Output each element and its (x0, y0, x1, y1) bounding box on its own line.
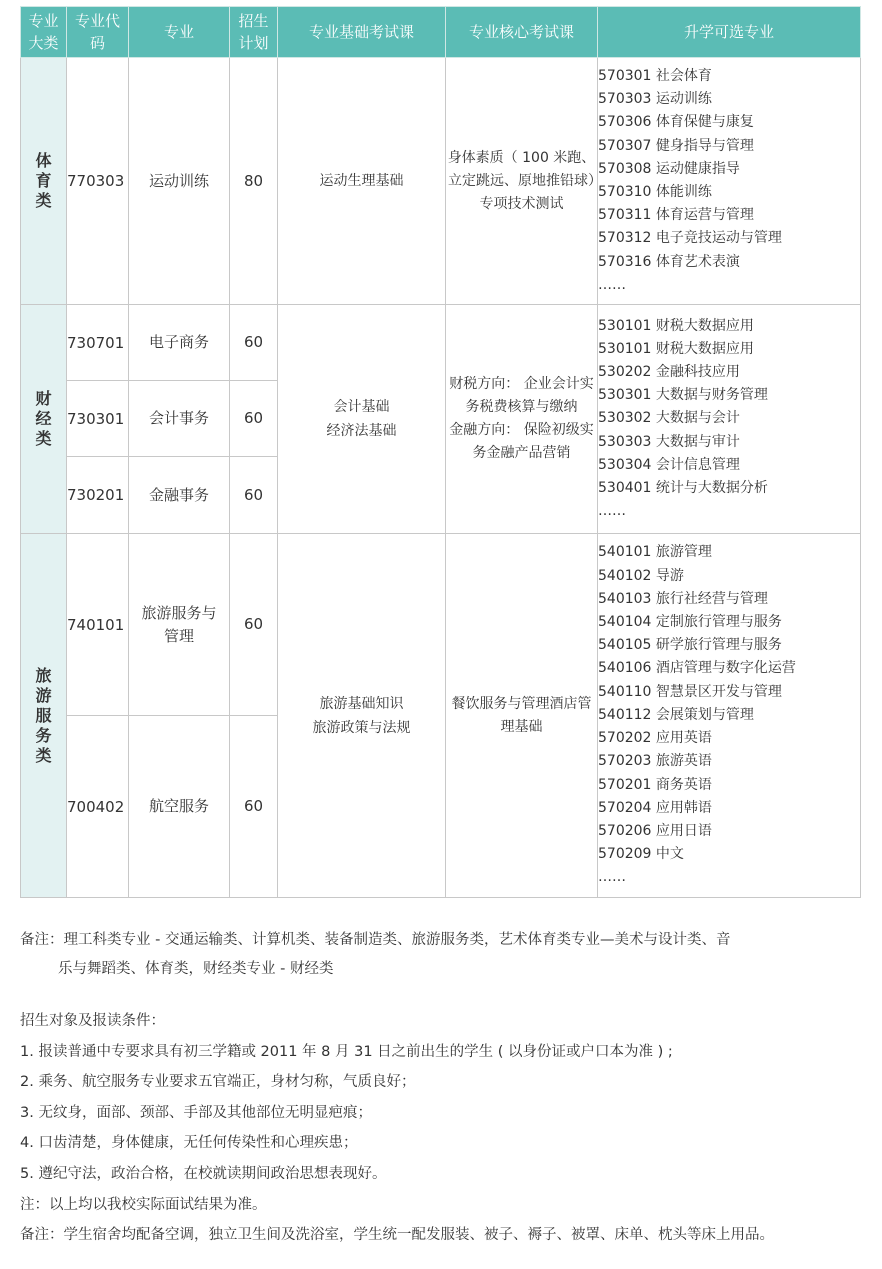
plan-cell: 60 (230, 457, 278, 534)
plan-cell: 60 (230, 305, 278, 381)
header-major: 专业 (129, 7, 230, 58)
condition-item: 4. 口齿清楚，身体健康，无任何传染性和心理疾患； (20, 1135, 358, 1152)
table-row (21, 305, 861, 381)
dormitory-remark: 备注：学生宿舍均配备空调，独立卫生间及洗浴室，学生统一配发服装、被子、褥子、被罩、床单、枕头等床上用品。 (20, 1227, 774, 1244)
major-cell: 会计事务 (129, 381, 230, 457)
header-basic-exam: 专业基础考试课 (278, 7, 446, 58)
category-cell: 旅游服务类 (21, 534, 67, 898)
basic-exam-cell: 会计基础 经济法基础 (278, 305, 446, 534)
major-cell: 运动训练 (129, 58, 230, 305)
category-note (20, 926, 865, 984)
code-cell: 730301 (67, 381, 129, 457)
code-cell: 700402 (67, 716, 129, 898)
major-cell: 航空服务 (129, 716, 230, 898)
plan-cell: 60 (230, 534, 278, 716)
major-cell: 金融事务 (129, 457, 230, 534)
header-category: 专业大类 (21, 7, 67, 58)
code-cell: 740101 (67, 534, 129, 716)
major-cell: 电子商务 (129, 305, 230, 381)
basic-exam-cell: 旅游基础知识 旅游政策与法规 (278, 534, 446, 898)
enrollment-conditions (20, 1006, 865, 1251)
conditions-title: 招生对象及报读条件： (20, 1013, 165, 1029)
further-majors-cell: 530101 财税大数据应用 530101 财税大数据应用 530202 金融科技应用 530301 大数据与财务管理 530302 大数据与会计 530303 大数据与审计 530304 会计信息管理 530401 统计与大数据分析 …… (598, 305, 861, 534)
category-cell: 财经类 (21, 305, 67, 534)
table-header-row (21, 7, 861, 58)
further-majors-cell: 570301 社会体育 570303 运动训练 570306 体育保健与康复 570307 健身指导与管理 570308 运动健康指导 570310 体能训练 570311 体育运营与管理 570312 电子竞技运动与管理 570316 体育艺术表演 …… (598, 58, 861, 305)
further-majors-cell: 540101 旅游管理 540102 导游 540103 旅行社经营与管理 540104 定制旅行管理与服务 540105 研学旅行管理与服务 540106 酒店管理与数字化运营 540110 智慧景区开发与管理 540112 会展策划与管理 570202 应用英语 570203 旅游英语 570201 商务英语 570204 应用韩语 570206 应用日语 570209 中文 …… (598, 534, 861, 898)
category-cell: 体育类 (21, 58, 67, 305)
condition-item: 1. 报读普通中专要求具有初三学籍或 2011 年 8 月 31 日之前出生的学生 ( 以身份证或户口本为准 ) ; (20, 1043, 673, 1060)
plan-cell: 80 (230, 58, 278, 305)
header-plan: 招生计划 (230, 7, 278, 58)
code-cell: 730201 (67, 457, 129, 534)
note-line-1: 备注：理工科类专业 - 交通运输类、计算机类、装备制造类、旅游服务类，艺术体育类专业—美术与设计类、音 (20, 932, 731, 948)
header-code: 专业代码 (67, 7, 129, 58)
core-exam-cell: 身体素质（ 100 米跑、立定跳远、原地推铅球）专项技术测试 (446, 58, 598, 305)
header-further-majors: 升学可选专业 (598, 7, 861, 58)
major-cell: 旅游服务与管理 (129, 534, 230, 716)
conditions-footnote: 注：以上均以我校实际面试结果为准。 (20, 1196, 267, 1213)
table-row (21, 58, 861, 305)
code-cell: 770303 (67, 58, 129, 305)
basic-exam-cell: 运动生理基础 (278, 58, 446, 305)
enrollment-table (20, 6, 861, 898)
plan-cell: 60 (230, 381, 278, 457)
plan-cell: 60 (230, 716, 278, 898)
code-cell: 730701 (67, 305, 129, 381)
table-row (21, 534, 861, 716)
condition-item: 2. 乘务、航空服务专业要求五官端正，身材匀称，气质良好； (20, 1074, 416, 1091)
condition-item: 3. 无纹身，面部、颈部、手部及其他部位无明显疤痕； (20, 1104, 372, 1121)
condition-item: 5. 遵纪守法，政治合格，在校就读期间政治思想表现好。 (20, 1165, 387, 1182)
header-core-exam: 专业核心考试课 (446, 7, 598, 58)
core-exam-cell: 财税方向： 企业会计实务税费核算与缴纳 金融方向： 保险初级实务金融产品营销 (446, 305, 598, 534)
core-exam-cell: 餐饮服务与管理酒店管理基础 (446, 534, 598, 898)
note-line-2: 乐与舞蹈类、体育类，财经类专业 - 财经类 (58, 961, 334, 977)
